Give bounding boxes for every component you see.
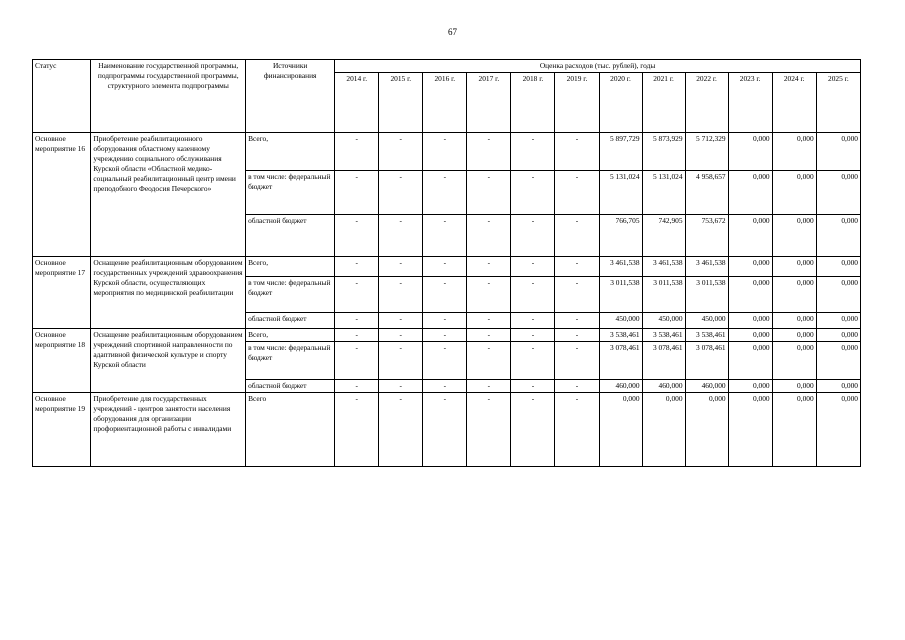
value-cell: 0,000 [772, 380, 816, 393]
value-cell: - [423, 393, 467, 467]
value-cell: 0,000 [728, 171, 772, 215]
value-cell: - [555, 329, 599, 342]
value-cell: 3 461,538 [599, 257, 642, 277]
value-cell: 0,000 [728, 215, 772, 257]
value-cell: - [511, 393, 555, 467]
source-cell: Всего, [246, 133, 335, 171]
value-cell: - [555, 257, 599, 277]
value-cell: 0,000 [772, 171, 816, 215]
name-cell: Приобретение для государственных учреждений - центров занятости населения оборудования для организации профориентационной работы с инвалидами [91, 393, 246, 467]
value-cell: - [467, 313, 511, 329]
value-cell: - [423, 133, 467, 171]
value-cell: - [467, 257, 511, 277]
value-cell: 0,000 [816, 133, 860, 171]
value-cell: 5 712,329 [685, 133, 728, 171]
value-cell: 3 461,538 [685, 257, 728, 277]
table-row [33, 329, 861, 342]
value-cell: - [467, 342, 511, 380]
value-cell: 0,000 [728, 133, 772, 171]
value-cell: - [423, 329, 467, 342]
name-cell: Оснащение реабилитационным оборудованием учреждений спортивной направленности по адаптивной физической культуре и спорту Курской области [91, 329, 246, 393]
header-year: 2022 г. [685, 73, 728, 133]
value-cell: 3 011,538 [642, 277, 685, 313]
value-cell: 0,000 [772, 313, 816, 329]
header-year: 2025 г. [816, 73, 860, 133]
value-cell: - [555, 215, 599, 257]
value-cell: 0,000 [816, 171, 860, 215]
value-cell: 0,000 [816, 342, 860, 380]
value-cell: - [467, 380, 511, 393]
value-cell: - [379, 215, 423, 257]
value-cell: - [379, 133, 423, 171]
value-cell: 753,672 [685, 215, 728, 257]
source-cell: областной бюджет [246, 380, 335, 393]
value-cell: 5 131,024 [642, 171, 685, 215]
value-cell: 0,000 [728, 277, 772, 313]
value-cell: - [379, 342, 423, 380]
page-number: 67 [448, 27, 457, 37]
value-cell: 3 461,538 [642, 257, 685, 277]
value-cell: - [335, 313, 379, 329]
source-cell: Всего, [246, 257, 335, 277]
header-status: Статус [33, 60, 91, 133]
source-cell: Всего [246, 393, 335, 467]
value-cell: 3 011,538 [599, 277, 642, 313]
value-cell: - [467, 393, 511, 467]
value-cell: - [423, 257, 467, 277]
value-cell: - [555, 277, 599, 313]
value-cell: - [379, 277, 423, 313]
value-cell: - [379, 257, 423, 277]
value-cell: - [423, 277, 467, 313]
source-cell: областной бюджет [246, 313, 335, 329]
value-cell: - [511, 342, 555, 380]
value-cell: - [423, 171, 467, 215]
source-cell: в том числе: федеральный бюджет [246, 171, 335, 215]
value-cell: 5 873,929 [642, 133, 685, 171]
value-cell: - [379, 393, 423, 467]
value-cell: - [379, 329, 423, 342]
value-cell: - [335, 393, 379, 467]
value-cell: 3 078,461 [642, 342, 685, 380]
header-year: 2018 г. [511, 73, 555, 133]
value-cell: 0,000 [599, 393, 642, 467]
header-year: 2014 г. [335, 73, 379, 133]
value-cell: 3 538,461 [685, 329, 728, 342]
value-cell: 4 958,657 [685, 171, 728, 215]
value-cell: 0,000 [772, 342, 816, 380]
value-cell: - [511, 257, 555, 277]
value-cell: 0,000 [685, 393, 728, 467]
value-cell: - [555, 393, 599, 467]
value-cell: - [511, 215, 555, 257]
value-cell: 460,000 [642, 380, 685, 393]
header-year: 2024 г. [772, 73, 816, 133]
value-cell: 766,705 [599, 215, 642, 257]
status-cell: Основное мероприятие 19 [33, 393, 91, 467]
value-cell: 3 078,461 [685, 342, 728, 380]
value-cell: 460,000 [685, 380, 728, 393]
value-cell: - [555, 171, 599, 215]
value-cell: 450,000 [685, 313, 728, 329]
value-cell: 0,000 [772, 393, 816, 467]
value-cell: - [467, 215, 511, 257]
name-cell: Приобретение реабилитационного оборудования областному казенному учреждению социального обслуживания Курской области «Областной медико-социальный реабилитационный центр имени преподобного Феодосия Печерского» [91, 133, 246, 257]
value-cell: - [335, 342, 379, 380]
value-cell: - [467, 171, 511, 215]
value-cell: 0,000 [816, 257, 860, 277]
value-cell: 0,000 [772, 329, 816, 342]
value-cell: - [379, 313, 423, 329]
value-cell: 742,905 [642, 215, 685, 257]
value-cell: - [467, 133, 511, 171]
header-year: 2023 г. [728, 73, 772, 133]
value-cell: 0,000 [816, 215, 860, 257]
value-cell: - [467, 277, 511, 313]
value-cell: 0,000 [728, 393, 772, 467]
table-row [33, 257, 861, 277]
value-cell: 3 011,538 [685, 277, 728, 313]
source-cell: в том числе: федеральный бюджет [246, 277, 335, 313]
header-year: 2020 г. [599, 73, 642, 133]
value-cell: - [555, 133, 599, 171]
value-cell: - [379, 380, 423, 393]
name-cell: Оснащение реабилитационным оборудованием государственных учреждений здравоохранения Курской области, осуществляющих мероприятия по медицинской реабилитации [91, 257, 246, 329]
table-row [33, 393, 861, 467]
value-cell: 3 078,461 [599, 342, 642, 380]
value-cell: - [335, 277, 379, 313]
header-sources: Источники финансирования [246, 60, 335, 133]
source-cell: областной бюджет [246, 215, 335, 257]
table-body [33, 133, 861, 467]
value-cell: 5 131,024 [599, 171, 642, 215]
source-cell: в том числе: федеральный бюджет [246, 342, 335, 380]
status-cell: Основное мероприятие 16 [33, 133, 91, 257]
value-cell: - [335, 215, 379, 257]
value-cell: 0,000 [772, 215, 816, 257]
value-cell: - [335, 380, 379, 393]
value-cell: 0,000 [772, 257, 816, 277]
value-cell: 450,000 [599, 313, 642, 329]
header-year: 2021 г. [642, 73, 685, 133]
value-cell: 0,000 [816, 329, 860, 342]
value-cell: 0,000 [728, 257, 772, 277]
value-cell: 0,000 [772, 133, 816, 171]
value-cell: 0,000 [816, 393, 860, 467]
value-cell: 460,000 [599, 380, 642, 393]
source-cell: Всего, [246, 329, 335, 342]
value-cell: - [379, 171, 423, 215]
header-year: 2019 г. [555, 73, 599, 133]
value-cell: - [555, 313, 599, 329]
value-cell: 5 897,729 [599, 133, 642, 171]
value-cell: - [423, 215, 467, 257]
value-cell: - [511, 329, 555, 342]
value-cell: - [511, 380, 555, 393]
table-row [33, 133, 861, 171]
value-cell: 450,000 [642, 313, 685, 329]
value-cell: 0,000 [728, 342, 772, 380]
value-cell: 3 538,461 [642, 329, 685, 342]
value-cell: - [511, 133, 555, 171]
value-cell: - [511, 171, 555, 215]
value-cell: - [555, 342, 599, 380]
value-cell: - [467, 329, 511, 342]
value-cell: - [423, 313, 467, 329]
value-cell: - [423, 380, 467, 393]
value-cell: 0,000 [728, 329, 772, 342]
header-year: 2017 г. [467, 73, 511, 133]
value-cell: - [511, 277, 555, 313]
status-cell: Основное мероприятие 17 [33, 257, 91, 329]
value-cell: 0,000 [728, 380, 772, 393]
header-year: 2016 г. [423, 73, 467, 133]
value-cell: - [335, 329, 379, 342]
value-cell: - [511, 313, 555, 329]
value-cell: 0,000 [816, 277, 860, 313]
value-cell: - [335, 171, 379, 215]
value-cell: 0,000 [772, 277, 816, 313]
value-cell: 0,000 [816, 313, 860, 329]
status-cell: Основное мероприятие 18 [33, 329, 91, 393]
value-cell: 0,000 [816, 380, 860, 393]
header-year: 2015 г. [379, 73, 423, 133]
value-cell: - [555, 380, 599, 393]
header-name: Наименование государственной программы, подпрограммы государственной программы, структурного элемента подпрограммы [91, 60, 246, 133]
value-cell: 3 538,461 [599, 329, 642, 342]
header-estimate: Оценка расходов (тыс. рублей), годы [335, 60, 861, 73]
value-cell: 0,000 [642, 393, 685, 467]
value-cell: - [423, 342, 467, 380]
value-cell: - [335, 133, 379, 171]
budget-table [32, 59, 861, 467]
value-cell: 0,000 [728, 313, 772, 329]
value-cell: - [335, 257, 379, 277]
